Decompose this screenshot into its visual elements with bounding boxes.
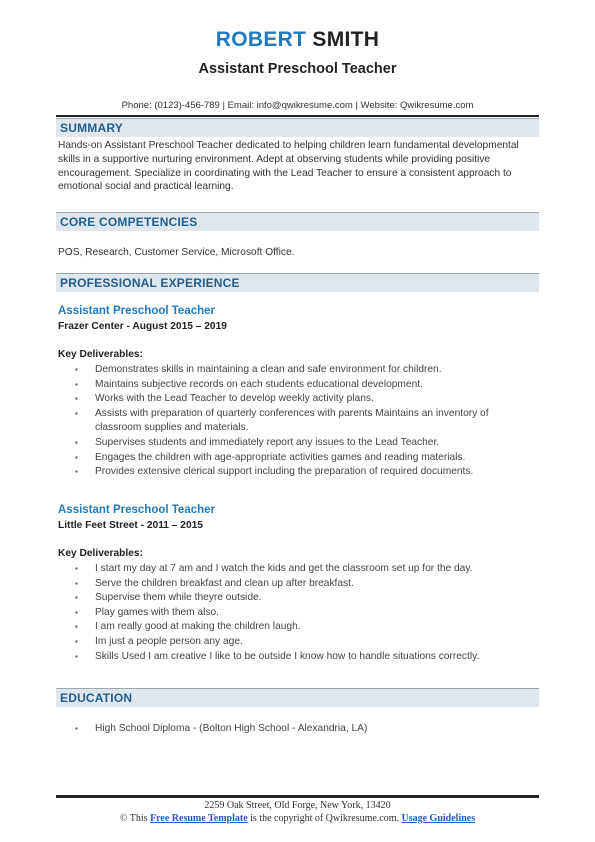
list-item: ▪ Provides extensive clerical support including the preparation of required documents. <box>58 465 528 480</box>
job-company-dates: Little Feet Street - 2011 – 2015 <box>58 520 203 531</box>
copyright-middle: is the copyright of Qwikresume.com. <box>247 813 402 824</box>
first-name: ROBERT <box>215 28 307 51</box>
candidate-name <box>0 28 595 52</box>
summary-text: Hands-on Assistant Preschool Teacher dedicated to helping children learn fundamental developmental skills in a supportive nurturing environment. Adept at observing students while providing positive encouragement. Specialize in coordinating with the Lead Teacher to ensure a consistent approach to emotional social and practical learning. <box>58 140 519 193</box>
list-item: ▪ I start my day at 7 am and I watch the kids and get the classroom set up for the day. <box>58 562 528 577</box>
section-heading: SUMMARY <box>60 121 123 135</box>
list-item: ▪ Works with the Lead Teacher to develop weekly activity plans. <box>58 392 528 407</box>
competencies-text: POS, Research, Customer Service, Microsoft Office. <box>58 247 295 258</box>
free-resume-template-link[interactable]: Free Resume Template <box>150 813 248 824</box>
footer-copyright <box>0 813 595 824</box>
section-competencies <box>56 212 539 231</box>
job-title: Assistant Preschool Teacher <box>58 504 216 516</box>
list-item: ▪ Play games with them also. <box>58 606 528 621</box>
section-heading: EDUCATION <box>60 691 133 705</box>
deliverables-label: Key Deliverables: <box>58 548 143 559</box>
job-company-dates: Frazer Center - August 2015 – 2019 <box>58 321 227 332</box>
footer-address: 2259 Oak Street, Old Forge, New York, 13420 <box>204 800 391 811</box>
list-item: ▪ Serve the children breakfast and clean up after breakfast. <box>58 577 528 592</box>
list-item: ▪ Supervise them while theyre outside. <box>58 591 528 606</box>
list-item: ▪ Skills Used I am creative I like to be outside I know how to handle situations correctly. <box>58 650 528 665</box>
deliverables-label: Key Deliverables: <box>58 349 143 360</box>
list-item: ▪ Im just a people person any age. <box>58 635 528 650</box>
list-item: ▪ Assists with preparation of quarterly conferences with parents Maintains an inventory of classroom supplies and materials. <box>58 407 528 436</box>
section-experience <box>56 273 539 292</box>
last-name: SMITH <box>312 28 380 51</box>
job-title: Assistant Preschool Teacher <box>58 305 216 317</box>
contact-line: Phone: (0123)-456-789 | Email: info@qwikresume.com | Website: Qwikresume.com <box>121 100 474 111</box>
list-item: ▪ Supervises students and immediately report any issues to the Lead Teacher. <box>58 436 528 451</box>
section-education <box>56 688 539 707</box>
list-item: ▪ Demonstrates skills in maintaining a clean and safe environment for children. <box>58 363 528 378</box>
deliverables-list <box>58 562 528 664</box>
list-item: ▪ High School Diploma - (Bolton High School - Alexandria, LA) <box>58 722 528 737</box>
section-summary <box>56 118 539 137</box>
header-divider <box>56 115 539 117</box>
usage-guidelines-link[interactable]: Usage Guidelines <box>401 813 476 824</box>
copyright-prefix: © This <box>119 813 151 824</box>
education-list <box>58 722 528 737</box>
list-item: ▪ Engages the children with age-appropriate activities games and reading materials. <box>58 451 528 466</box>
deliverables-list <box>58 363 528 480</box>
footer-divider <box>56 795 539 798</box>
section-heading: CORE COMPETENCIES <box>60 215 198 229</box>
list-item: ▪ I am really good at making the children laugh. <box>58 620 528 635</box>
section-heading: PROFESSIONAL EXPERIENCE <box>60 276 240 290</box>
job-title-header: Assistant Preschool Teacher <box>198 61 397 77</box>
list-item: ▪ Maintains subjective records on each students educational development. <box>58 378 528 393</box>
